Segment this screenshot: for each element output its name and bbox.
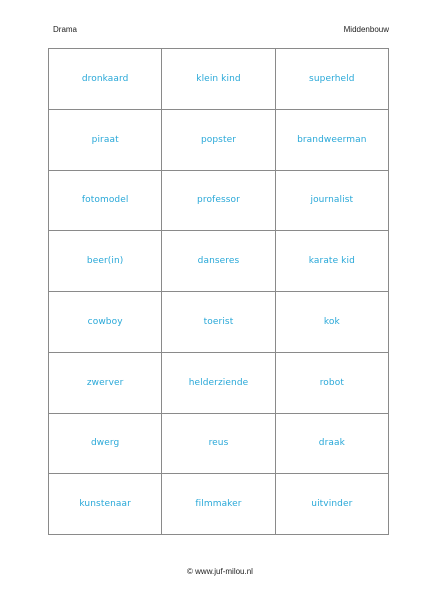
role-card <box>162 474 275 535</box>
role-card-label: robot <box>319 377 344 388</box>
role-card <box>276 353 389 414</box>
role-card <box>276 49 389 110</box>
role-card <box>162 414 275 475</box>
role-card-label: uitvinder <box>311 499 353 510</box>
role-card <box>162 110 275 171</box>
subject-label: Drama <box>53 25 78 34</box>
role-card <box>276 292 389 353</box>
role-card <box>49 353 162 414</box>
role-card-label: helderziende <box>188 377 249 388</box>
role-card <box>49 49 162 110</box>
role-card <box>162 49 275 110</box>
role-card-label: dwerg <box>90 438 120 449</box>
role-card-label: popster <box>200 134 237 145</box>
role-card <box>276 171 389 232</box>
role-card <box>162 292 275 353</box>
role-card <box>49 171 162 232</box>
role-card <box>162 231 275 292</box>
role-card-label: superheld <box>309 73 355 84</box>
copyright-footer: © www.juf-milou.nl <box>187 567 253 576</box>
role-card-label: karate kid <box>308 256 355 267</box>
role-card-label: zwerver <box>86 377 124 388</box>
role-card-label: fotomodel <box>81 195 129 206</box>
role-card <box>162 353 275 414</box>
role-card-label: kunstenaar <box>79 499 131 510</box>
level-label: Middenbouw <box>343 25 389 34</box>
role-card-label: reus <box>208 438 229 449</box>
role-card <box>49 231 162 292</box>
role-card <box>276 414 389 475</box>
role-card-label: dronkaard <box>81 73 129 84</box>
role-card-label: klein kind <box>196 73 241 84</box>
role-card-label: cowboy <box>87 316 123 327</box>
role-card-label: journalist <box>310 195 354 206</box>
role-card <box>49 414 162 475</box>
role-card <box>276 474 389 535</box>
role-card <box>276 231 389 292</box>
role-card-label: brandweerman <box>297 134 367 145</box>
role-card-label: piraat <box>91 134 119 145</box>
role-card-label: beer(in) <box>86 256 124 267</box>
role-card-label: filmmaker <box>195 499 242 510</box>
role-card-label: kok <box>323 316 340 327</box>
role-card <box>49 110 162 171</box>
role-card-label: toerist <box>203 316 234 327</box>
role-card-label: danseres <box>197 256 240 267</box>
role-card <box>49 292 162 353</box>
role-card <box>49 474 162 535</box>
role-card-label: professor <box>197 195 240 206</box>
role-card-grid <box>48 48 389 535</box>
role-card-label: draak <box>318 438 345 449</box>
role-card <box>162 171 275 232</box>
role-card <box>276 110 389 171</box>
